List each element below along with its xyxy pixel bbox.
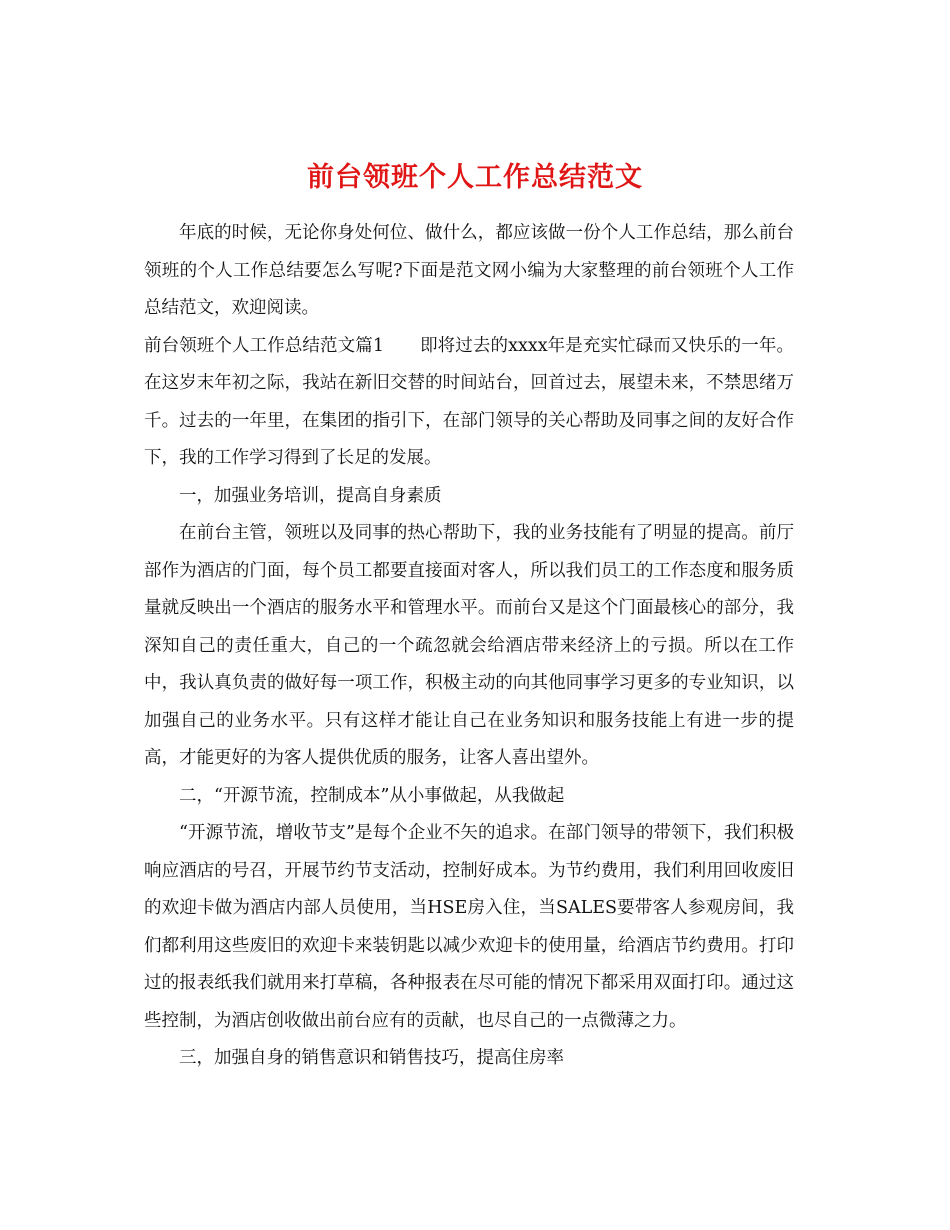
piece-opening-paragraph [144,328,794,478]
section-2-body: “开源节流，增收节支”是每个企业不矢的追求。在部门领导的带领下，我们积极响应酒店的号召，开展节约节支活动，控制好成本。为节约费用，我们利用回收废旧的欢迎卡做为酒店内部人员使用，当HSE房入住，当SALES要带客人参观房间，我们都利用这些废旧的欢迎卡来装钥匙以减少欢迎卡的使用量，给酒店节约费用。打印过的报表纸我们就用来打草稿，各种报表在尽可能的情况下都采用双面打印。通过这些控制，为酒店创收做出前台应有的贡献，也尽自己的一点微薄之力。 [144,823,794,1031]
piece-opening-text: 即将过去的xxxx年是充实忙碌而又快乐的一年。在这岁末年初之际，我站在新旧交替的时间站台，回首过去，展望未来，不禁思绪万千。过去的一年里，在集团的指引下，在部门领导的关心帮助及同事之间的友好合作下，我的工作学习得到了长足的发展。 [144,335,794,468]
section-1-body: 在前台主管，领班以及同事的热心帮助下，我的业务技能有了明显的提高。前厅部作为酒店的门面，每个员工都要直接面对客人，所以我们员工的工作态度和服务质量就反映出一个酒店的服务水平和管理水平。而前台又是这个门面最核心的部分，我深知自己的责任重大，自己的一个疏忽就会给酒店带来经济上的亏损。所以在工作中，我认真负责的做好每一项工作，积极主动的向其他同事学习更多的专业知识，以加强自己的业务水平。只有这样才能让自己在业务知识和服务技能上有进一步的提高，才能更好的为客人提供优质的服务，让客人喜出望外。 [144,523,794,768]
document-title: 前台领班个人工作总结范文 [307,162,643,194]
section-2-heading: 二，“开源节流，控制成本”从小事做起，从我做起 [179,785,565,806]
section-1-heading: 一，加强业务培训，提高自身素质 [179,485,442,506]
piece-label: 前台领班个人工作总结范文篇1 [144,335,384,356]
section-3-heading: 三，加强自身的销售意识和销售技巧，提高住房率 [179,1048,564,1068]
intro-paragraph: 年底的时候，无论你身处何位、做什么，都应该做一份个人工作总结，那么前台领班的个人工作总结要怎么写呢?下面是范文网小编为大家整理的前台领班个人工作总结范文，欢迎阅读。 [144,223,794,318]
document-body [144,215,794,1078]
